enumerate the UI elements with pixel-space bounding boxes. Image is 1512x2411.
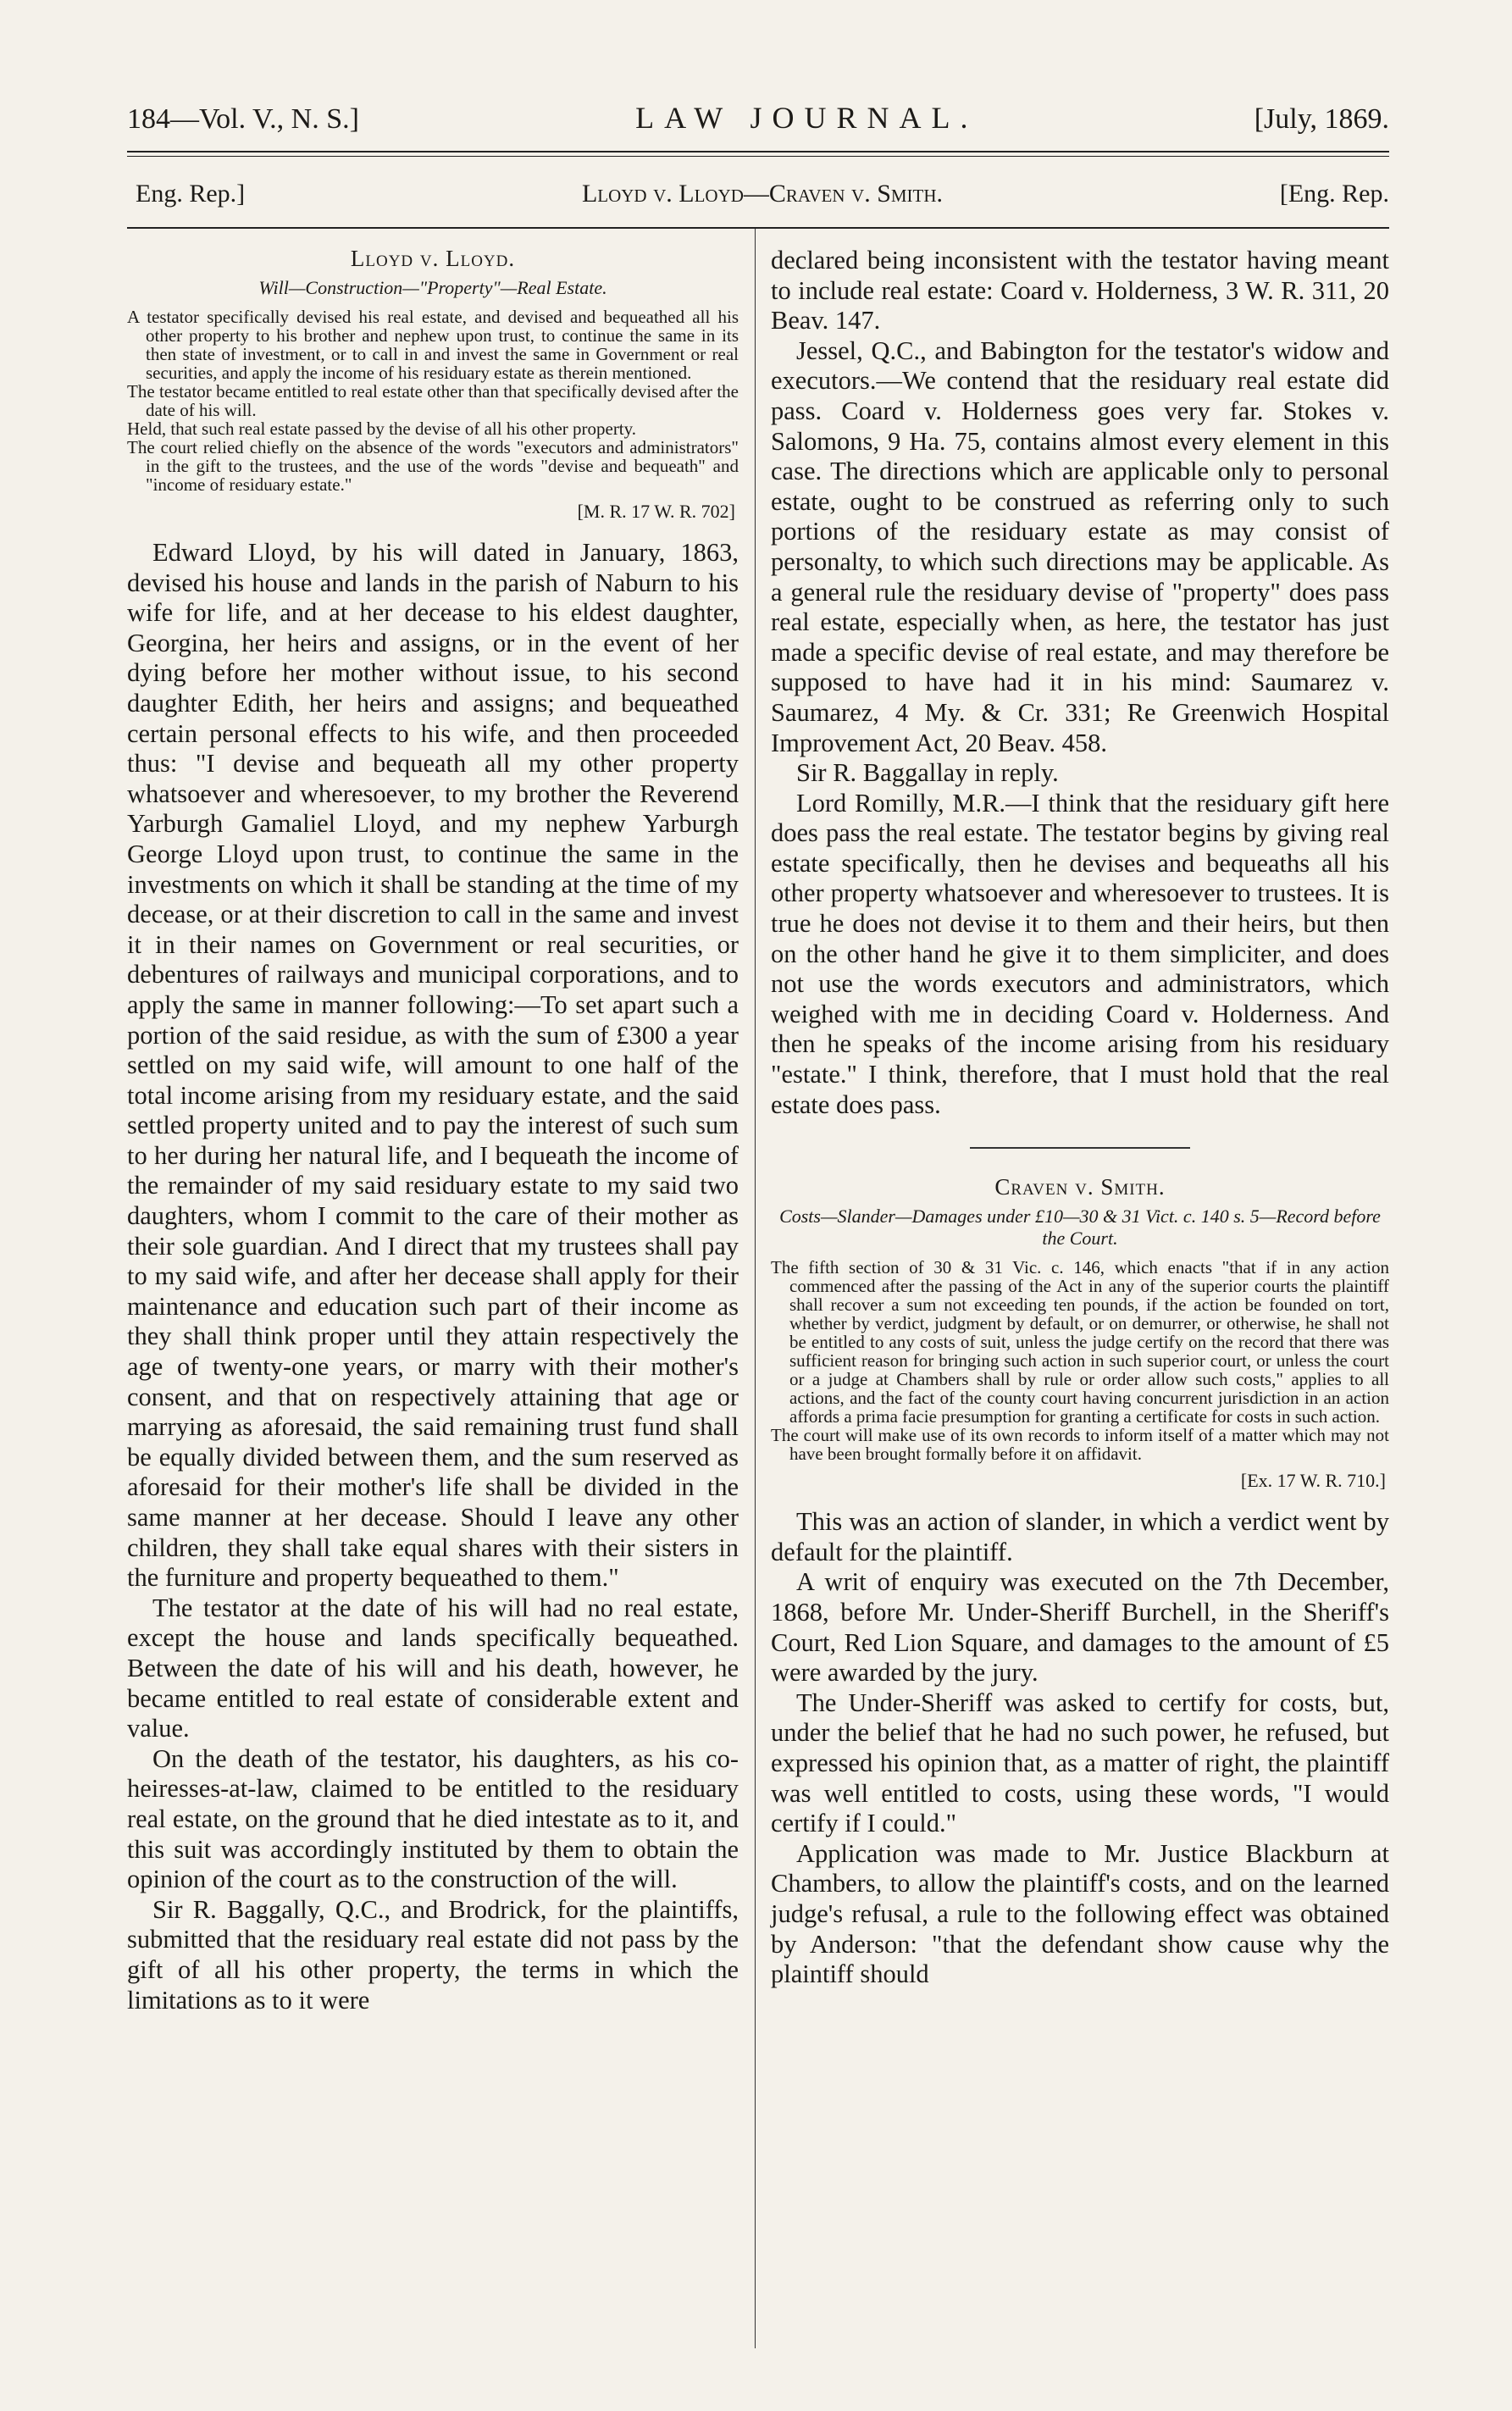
body-paragraph: Application was made to Mr. Justice Blackburn at Chambers, to allow the plaintiff's costs, and on the learned judge's refusal, a rule to the following effect was obtained by Anderson: "that the defendant show cause why the plaintiff should <box>771 1838 1389 1989</box>
body-paragraph: declared being inconsistent with the testator having meant to include real estate: Coard v. Holderness, 3 W. R. 311, 20 Beav. 147. <box>771 246 1389 335</box>
case-separator <box>970 1147 1190 1149</box>
body-paragraph: Jessel, Q.C., and Babington for the testator's widow and executors.—We contend that the residuary real estate did pass. Coard v. Holderness goes very far. Stokes v. Salomons, 9 Ha. 75, contains almost every element in this case. The directions which are applicable only to personal estate, ought to be construed as referring only to such portions of the residuary estate as may consist of personalty, to which such directions may be applicable. As a general rule the residuary devise of "property" does pass real estate, especially when, as here, the testator has just made a specific devise of real estate, and may therefore be supposed to have had it in his mind: Saumarez v. Saumarez, 4 My. & Cr. 331; Re Greenwich Hospital Improvement Act, 20 Beav. 458. <box>771 335 1389 757</box>
headnote <box>771 1258 1389 1463</box>
case-catchwords: Will—Construction—"Property"—Real Estate. <box>258 277 607 298</box>
journal-title: LAW JOURNAL. <box>635 101 978 135</box>
body-paragraph: The Under-Sheriff was asked to certify for costs, but, under the belief that he had no such power, he refused, but expressed his opinion that, as a matter of right, the plaintiff was well entitled to costs, using these words, "I would certify if I could." <box>771 1688 1389 1838</box>
report-citation: [M. R. 17 W. R. 702] <box>577 501 735 522</box>
report-series-left: Eng. Rep.] <box>136 180 246 208</box>
case-body <box>127 538 739 2015</box>
body-paragraph: On the death of the testator, his daughters, as his co-heiresses-at-law, claimed to be entitled to the residuary real estate, on the ground that he died intestate as to it, and this suit was accordingly instituted by them to obtain the opinion of the court as to the construction of the will. <box>127 1743 739 1894</box>
body-paragraph: Edward Lloyd, by his will dated in January, 1863, devised his house and lands in the parish of Naburn to his wife for life, and at her decease to his eldest daughter, Georgina, her heirs and assigns, or in the event of her dying before her mother without issue, to his second daughter Edith, her heirs and assigns; and bequeathed certain personal effects to his wife, and then proceeded thus: "I devise and bequeath all my other property whatsoever and wheresoever, to my brother the Reverend Yarburgh Gamaliel Lloyd, and my nephew Yarburgh George Lloyd upon trust, to continue the same in the investments on which it shall be standing at the time of my decease, or at their discretion to call in the same and invest it in their names on Government or real securities, or debentures of railways and municipal corporations, and to apply the same in manner following:—To set apart such a portion of the said residue, as with the sum of £300 a year settled on my said wife, will amount to one half of the total income arising from my residuary estate, and the said settled property united and to pay the interest of such sum to her during her natural life, and I bequeath the income of the remainder of my said residuary estate to my said two daughters, whom I commit to the care of their mother as their sole guardian. And I direct that my trustees shall pay to my said wife, and after her decease shall apply for their maintenance and education such part of their income as they shall think proper until they attain respectively the age of twenty-one years, or marry with their mother's consent, and that on respectively attaining that age or marrying as aforesaid, the said remaining trust fund shall be equally divided between them, and the sum reserved as aforesaid for their mother's life shall be divided in the same manner at her decease. Should I leave any other children, they shall take equal shares with their sisters in the furniture and property bequeathed to them." <box>127 538 739 1593</box>
cases-on-page: Lloyd v. Lloyd—Craven v. Smith. <box>581 180 944 208</box>
subheader-rule <box>127 227 1389 229</box>
case-body <box>771 1507 1389 1990</box>
report-series-right: [Eng. Rep. <box>1279 180 1389 208</box>
header-rule <box>127 151 1389 152</box>
body-paragraph: This was an action of slander, in which a verdict went by default for the plaintiff. <box>771 1507 1389 1566</box>
case-title: Lloyd v. Lloyd. <box>350 246 516 271</box>
right-column <box>771 246 1389 1990</box>
left-column <box>127 246 739 2015</box>
headnote-paragraph: The court will make use of its own records to inform itself of a matter which may not have been brought formally before it on affidavit. <box>771 1425 1389 1465</box>
body-paragraph: The testator at the date of his will had no real estate, except the house and lands specifically bequeathed. Between the date of his will and his death, however, he became entitled to real estate of considerable extent and value. <box>127 1593 739 1743</box>
report-head <box>136 180 1389 208</box>
header-rule-thin <box>127 156 1389 157</box>
headnote-paragraph: The fifth section of 30 & 31 Vic. c. 146, which enacts "that if in any action commenced after the passing of the Act in any of the superior courts the plaintiff shall recover a sum not exceeding ten pounds, if the action be founded on tort, whether by verdict, judgment by default, or on demurrer, or otherwise, he shall not be entitled to any costs of suit, unless the judge certify on the record that there was sufficient reason for bringing such action in such superior court, or unless the court or a judge at Chambers shall by rule or order allow such costs," applies to all actions, and the fact of the county court having concurrent jurisdiction in an action affords a prima facie presumption for granting a certificate for costs in such action. <box>771 1257 1389 1427</box>
issue-date: [July, 1869. <box>1254 103 1389 135</box>
headnote-paragraph: The court relied chiefly on the absence of the words "executors and administrators" in the gift to the trustees, and the use of the words "devise and bequeath" and "income of residuary estate." <box>127 437 739 495</box>
body-paragraph: Lord Romilly, M.R.—I think that the residuary gift here does pass the real estate. The testator begins by giving real estate specifically, then he devises and bequeaths all his other property whatsoever and wheresoever to trustees. It is true he does not devise it to them and their heirs, but then on the other hand he give it to them simpliciter, and does not use the words executors and administrators, which weighed with me in deciding Coard v. Holderness. And then he speaks of the income arising from his residuary "estate." I think, therefore, that I must hold that the real estate does pass. <box>771 788 1389 1119</box>
report-citation: [Ex. 17 W. R. 710.] <box>1240 1470 1386 1492</box>
headnote-paragraph: Held, that such real estate passed by the devise of all his other property. <box>127 418 637 439</box>
headnote-paragraph: A testator specifically devised his real estate, and devised and bequeathed all his other property to his brother and nephew upon trust, to continue the same in its then state of investment, or to call in and invest the same in Government or real securities, and apply the income of his residuary estate as therein mentioned. <box>127 307 739 383</box>
running-head <box>127 100 1389 136</box>
column-divider <box>755 229 756 2348</box>
body-paragraph: Sir R. Baggallay in reply. <box>796 758 1059 788</box>
volume-reference: 184—Vol. V., N. S.] <box>127 103 359 135</box>
headnote-paragraph: The testator became entitled to real estate other than that specifically devised after the date of his will. <box>127 381 739 420</box>
body-paragraph: A writ of enquiry was executed on the 7th December, 1868, before Mr. Under-Sheriff Burchell, in the Sheriff's Court, Red Lion Square, and damages to the amount of £5 were awarded by the jury. <box>771 1567 1389 1688</box>
headnote <box>127 308 739 494</box>
case-body-continued <box>771 246 1389 1120</box>
case-title: Craven v. Smith. <box>994 1174 1166 1200</box>
body-paragraph: Sir R. Baggally, Q.C., and Brodrick, for the plaintiffs, submitted that the residuary real estate did not pass by the gift of all his other property, the terms in which the limitations as to it were <box>127 1894 739 2015</box>
case-catchwords: Costs—Slander—Damages under £10—30 & 31 Vict. c. 140 s. 5—Record before the Court. <box>779 1206 1381 1250</box>
